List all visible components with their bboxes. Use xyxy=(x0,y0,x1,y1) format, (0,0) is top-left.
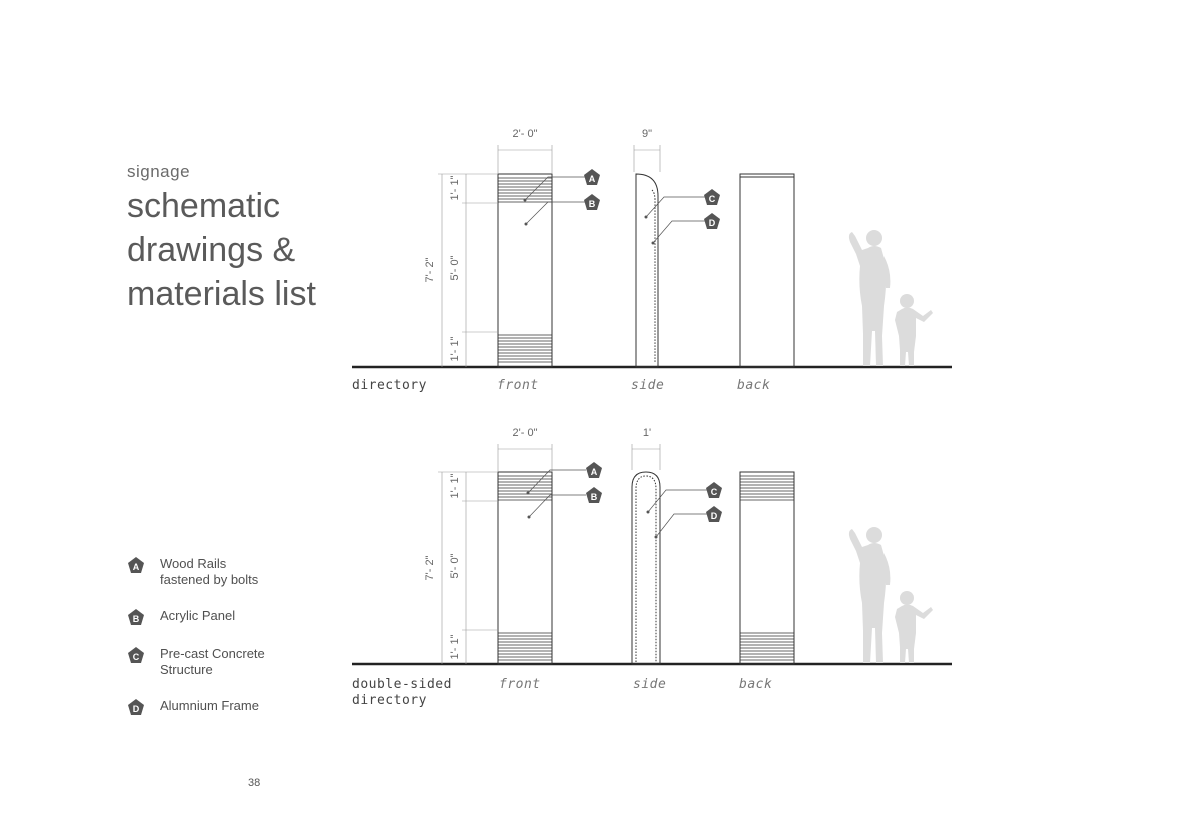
legend-label: Wood Rails xyxy=(160,556,227,571)
total-height-dimension: 7'- 2" xyxy=(424,257,436,283)
view-label-back: back xyxy=(737,378,771,393)
double-sided-side-view xyxy=(632,472,660,664)
side-width-dimension: 9" xyxy=(641,128,653,140)
front-width-dimension: 2'- 0" xyxy=(512,427,538,439)
legend-badge-letter: A xyxy=(132,562,140,572)
side-width-dimension: 1' xyxy=(642,427,652,439)
view-label-front: front xyxy=(499,677,541,692)
directory-front-view xyxy=(498,174,552,367)
view-label-side: side xyxy=(631,378,665,393)
double-sided-directory-drawing xyxy=(352,427,952,664)
double-sided-back-view xyxy=(740,472,794,664)
section-kicker: signage xyxy=(127,162,191,181)
scale-figures-icon xyxy=(849,230,933,366)
legend-label: Alumnium Frame xyxy=(160,698,259,713)
page-title-line-3: materials list xyxy=(127,275,316,313)
middle-section-dimension: 5'- 0" xyxy=(449,255,461,281)
scale-figures-icon xyxy=(849,527,933,663)
total-height-dimension: 7'- 2" xyxy=(424,555,436,581)
callout-letter: A xyxy=(588,174,596,184)
double-sided-section-label: double-sided directory xyxy=(352,677,452,708)
legend-badge-letter: B xyxy=(132,614,140,624)
directory-back-view xyxy=(740,174,794,367)
middle-section-dimension: 5'- 0" xyxy=(449,553,461,579)
bottom-section-dimension: 1'- 1" xyxy=(449,634,461,660)
callout-badge-icon xyxy=(584,169,720,229)
legend-label: Pre-cast Concrete xyxy=(160,646,265,661)
page-number: 38 xyxy=(248,777,261,789)
callout-letter: C xyxy=(710,487,718,497)
page-title-line-1: schematic xyxy=(127,187,281,225)
callout-letter: D xyxy=(710,511,718,521)
legend-label: fastened by bolts xyxy=(160,572,259,587)
bottom-section-dimension: 1'- 1" xyxy=(449,336,461,362)
view-label-back: back xyxy=(739,677,773,692)
top-section-dimension: 1'- 1" xyxy=(449,473,461,499)
directory-section-label: directory xyxy=(352,378,427,393)
legend-badge-letter: C xyxy=(132,652,140,662)
legend-label: Structure xyxy=(160,662,213,677)
view-label-side: side xyxy=(633,677,667,692)
callout-letter: B xyxy=(590,492,598,502)
legend-label: Acrylic Panel xyxy=(160,608,236,623)
directory-drawing xyxy=(352,128,952,367)
callout-letter: B xyxy=(588,199,596,209)
directory-side-view xyxy=(636,174,658,367)
view-label-front: front xyxy=(497,378,539,393)
callout-letter: C xyxy=(708,194,716,204)
top-section-dimension: 1'- 1" xyxy=(449,175,461,201)
double-sided-front-view xyxy=(498,472,552,664)
callout-letter: A xyxy=(590,467,598,477)
front-width-dimension: 2'- 0" xyxy=(512,128,538,140)
callout-letter: D xyxy=(708,218,716,228)
callout-badge-icon xyxy=(586,462,722,522)
page-title-line-2: drawings & xyxy=(127,231,296,269)
legend-badge-letter: D xyxy=(132,704,140,714)
